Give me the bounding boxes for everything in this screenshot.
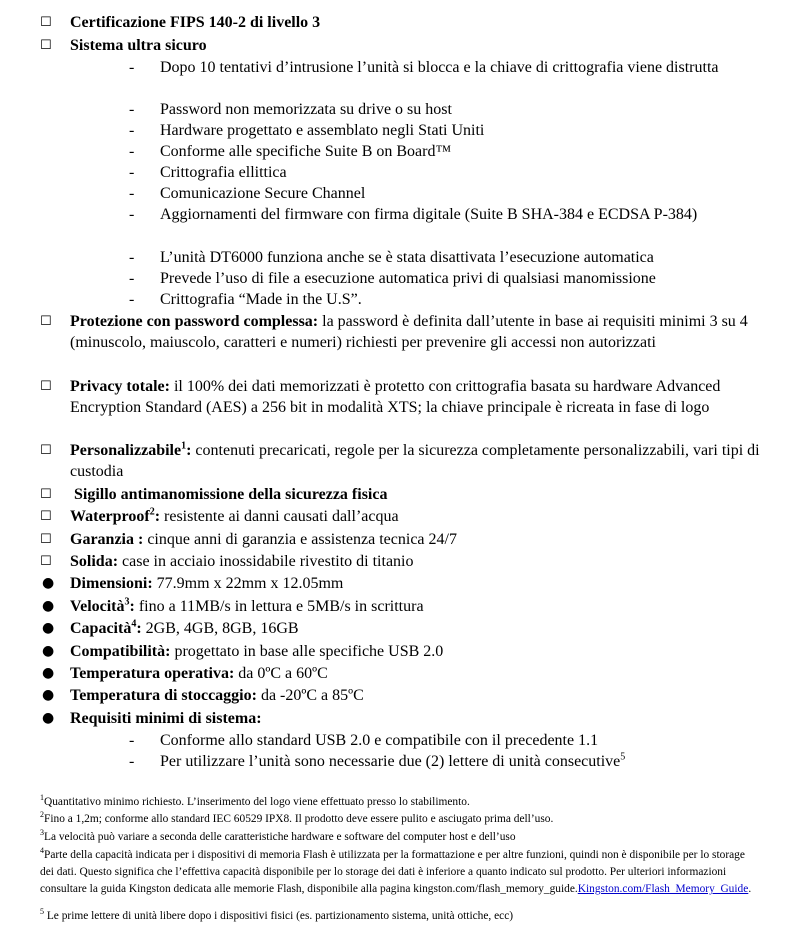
filled-dot-bullet-icon: ●: [42, 710, 55, 726]
filled-dot-bullet-icon: ●: [42, 643, 55, 659]
dash-bullet-icon: -: [129, 270, 135, 287]
filled-dot-bullet-icon: ●: [42, 665, 55, 681]
empty-square-bullet-icon: ☐: [40, 487, 52, 502]
feature-personalizzabile: Personalizzabile$^1$: contenuti precaricati, regole per la sicurezza completamente personalizzabili, vari tipi di custodia: [70, 440, 760, 480]
spec-temp-stoccaggio: Temperatura di stoccaggio: da -20ºC a 85ºC: [70, 687, 364, 704]
spec-dimensioni: Dimensioni: 77.9mm x 22mm x 12.05mm: [70, 575, 344, 592]
filled-dot-bullet-icon: ●: [42, 575, 55, 591]
sub-item: Comunicazione Secure Channel: [160, 185, 366, 202]
dash-bullet-icon: -: [129, 164, 135, 181]
dash-bullet-icon: -: [129, 185, 135, 202]
feature-fips: Certificazione FIPS 140-2 di livello 3: [70, 14, 321, 31]
feature-solida: Solida: case in acciaio inossidabile rivestito di titanio: [70, 553, 414, 570]
feature-waterproof: Waterproof$^2$: resistente ai danni causati dall’acqua: [70, 506, 399, 525]
dash-bullet-icon: -: [129, 143, 135, 160]
empty-square-bullet-icon: ☐: [40, 509, 52, 524]
spec-capacita: Capacità$^4$: 2GB, 4GB, 8GB, 16GB: [70, 618, 299, 637]
feature-sistema: Sistema ultra sicuro: [70, 37, 207, 54]
feature-privacy: Privacy totale: il 100% dei dati memorizzati è protetto con crittografia basata su hardware Advanced Encryption Standard (AES) a 256 bit in modalità XTS; la chiave principale è ricreata in fase di logo: [70, 378, 721, 416]
sub-item: Conforme allo standard USB 2.0 e compatibile con il precedente 1.1: [160, 732, 599, 749]
empty-square-bullet-icon: ☐: [40, 314, 52, 329]
filled-dot-bullet-icon: ●: [42, 687, 55, 703]
sub-item: Dopo 10 tentativi d’intrusione l’unità si blocca e la chiave di crittografia viene distrutta: [160, 59, 719, 76]
sub-item: Per utilizzare l’unità sono necessarie due (2) lettere di unità consecutive$^5$: [160, 751, 626, 770]
flash-memory-guide-link[interactable]: Kingston.com/Flash_Memory_Guide: [577, 883, 749, 895]
dash-bullet-icon: -: [129, 206, 135, 223]
sub-item: Crittografia ellittica: [160, 164, 287, 181]
footnote-3: $^3$La velocità può variare a seconda delle caratteristiche hardware e software del computer host e dell’uso: [40, 828, 516, 843]
dash-bullet-icon: -: [129, 122, 135, 139]
spec-compatibilita: Compatibilità: progettato in base alle specifiche USB 2.0: [70, 643, 444, 660]
empty-square-bullet-icon: ☐: [40, 443, 52, 458]
empty-square-bullet-icon: ☐: [40, 38, 52, 53]
dash-bullet-icon: -: [129, 291, 135, 308]
feature-sigillo: Sigillo antimanomissione della sicurezza fisica: [74, 486, 388, 503]
footnote-2: $^2$Fino a 1,2m; conforme allo standard IEC 60529 IPX8. Il prodotto deve essere pulito e asciugato prima dell’uso.: [40, 810, 554, 825]
empty-square-bullet-icon: ☐: [40, 15, 52, 30]
dash-bullet-icon: -: [129, 732, 135, 749]
sub-item: Hardware progettato e assemblato negli Stati Uniti: [160, 122, 485, 139]
filled-dot-bullet-icon: ●: [42, 620, 55, 636]
sub-item: Prevede l’uso di file a esecuzione automatica privi di qualsiasi manomissione: [160, 270, 656, 287]
footnote-4: $^4$Parte della capacità indicata per i dispositivi di memoria Flash è utilizzata per la formattazione e per altre funzioni, quindi non è disponibile per lo storage dei dati. Questo significa che l’effettiva capacità disponibile per lo storage dei dati è inferiore a quanto indicato sul prodotto. Per ulteriori informazioni consultare la guida Kingston dedicata alle memorie Flash, disponibile alla pagina kingston.com/flash_memory_guide.Kingston.com/Flash_Memory_Guide.: [40, 846, 752, 895]
footnote-5: $^5$ Le prime lettere di unità libere dopo i dispositivi fisici (es. partizionamento sistema, unità ottiche, ecc): [40, 907, 514, 922]
spec-requisiti: Requisiti minimi di sistema:: [70, 710, 262, 727]
dash-bullet-icon: -: [129, 101, 135, 118]
feature-garanzia: Garanzia : cinque anni di garanzia e assistenza tecnica 24/7: [70, 531, 457, 548]
empty-square-bullet-icon: ☐: [40, 554, 52, 569]
dash-bullet-icon: -: [129, 753, 135, 770]
dash-bullet-icon: -: [129, 59, 135, 76]
empty-square-bullet-icon: ☐: [40, 532, 52, 547]
spec-temp-operativa: Temperatura operativa: da 0ºC a 60ºC: [70, 665, 328, 682]
sub-item: L’unità DT6000 funziona anche se è stata disattivata l’esecuzione automatica: [160, 249, 654, 266]
sub-item: Aggiornamenti del firmware con firma digitale (Suite B SHA-384 e ECDSA P-384): [160, 206, 698, 223]
empty-square-bullet-icon: ☐: [40, 379, 52, 394]
footnote-1: $^1$Quantitativo minimo richiesto. L’inserimento del logo viene effettuato presso lo stabilimento.: [40, 793, 470, 808]
sub-item: Crittografia “Made in the U.S”.: [160, 291, 362, 308]
spec-velocita: Velocità$^3$: fino a 11MB/s in lettura e 5MB/s in scrittura: [70, 596, 424, 615]
dash-bullet-icon: -: [129, 249, 135, 266]
sub-item: Password non memorizzata su drive o su host: [160, 101, 452, 118]
sub-item: Conforme alle specifiche Suite B on Board™: [160, 143, 452, 160]
feature-password: Protezione con password complessa: la password è definita dall’utente in base ai requisiti minimi 3 su 4 (minuscolo, maiuscolo, caratteri e numeri) richiesti per prevenire gli accessi non autorizzati: [70, 313, 748, 351]
filled-dot-bullet-icon: ●: [42, 598, 55, 614]
